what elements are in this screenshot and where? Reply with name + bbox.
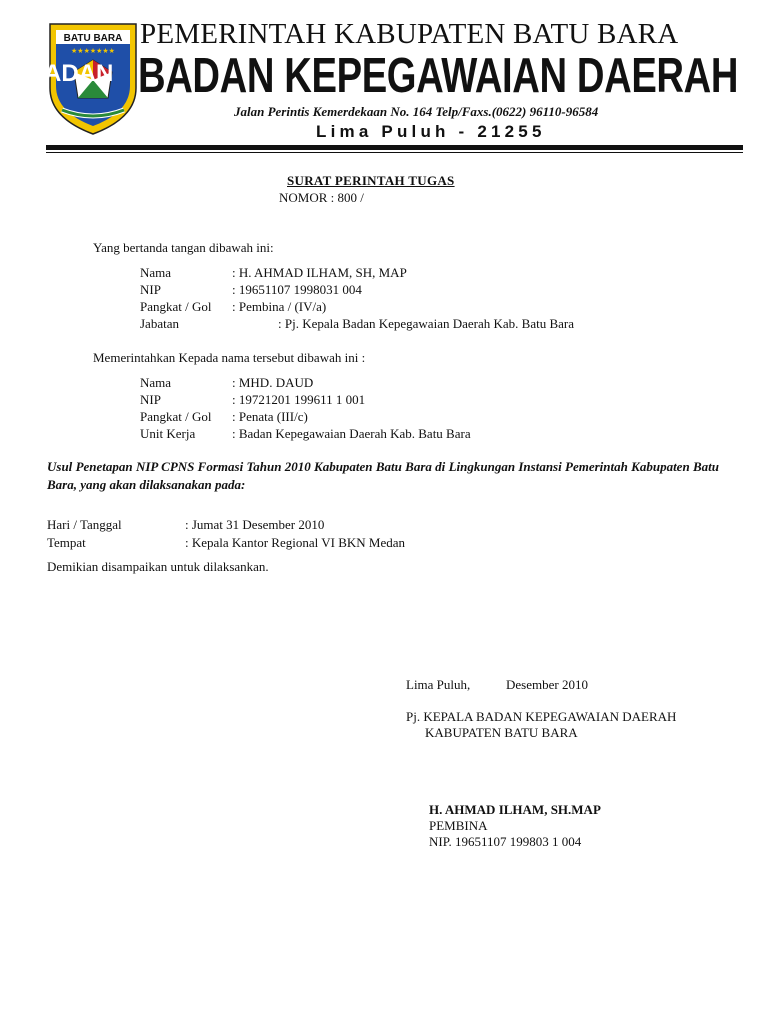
letterhead-rule-thick <box>46 145 743 150</box>
letterhead-rule-thin <box>46 152 743 153</box>
agency-title: BADAN KEPEGAWAIAN DAERAH <box>138 49 739 103</box>
svg-text:BATU BARA: BATU BARA <box>63 33 123 44</box>
agency-city: Lima Puluh - 21255 <box>316 122 546 141</box>
field-label: Hari / Tanggal <box>47 517 122 532</box>
field-label: Tempat <box>47 535 86 550</box>
signature-date: Desember 2010 <box>506 677 588 692</box>
signature-place: Lima Puluh, <box>406 677 471 692</box>
field-label: Pangkat / Gol <box>140 409 212 424</box>
field-label: Unit Kerja <box>140 426 196 441</box>
government-title: PEMERINTAH KABUPATEN BATU BARA <box>140 18 679 50</box>
field-label: NIP <box>140 392 161 407</box>
closing-statement: Demikian disampaikan untuk dilaksankan. <box>47 559 269 574</box>
field-label: Nama <box>140 375 172 390</box>
document-number: NOMOR : 800 / <box>279 190 364 205</box>
signature-name: H. AHMAD ILHAM, SH.MAP <box>429 802 601 817</box>
signatory-intro: Yang bertanda tangan dibawah ini: <box>93 240 274 255</box>
field-label: NIP <box>140 282 161 297</box>
field-label: Nama <box>140 265 172 280</box>
signature-rank: PEMBINA <box>429 818 488 833</box>
field-label: Pangkat / Gol <box>140 299 212 314</box>
field-value: : Badan Kepegawaian Daerah Kab. Batu Bara <box>232 426 471 441</box>
document-title: SURAT PERINTAH TUGAS <box>287 173 455 188</box>
field-label: Jabatan <box>140 316 179 331</box>
signature-nip: NIP. 19651107 199803 1 004 <box>429 834 582 849</box>
signature-position: Pj. KEPALA BADAN KEPEGAWAIAN DAERAH <box>406 709 677 724</box>
field-value: : 19651107 1998031 004 <box>232 282 362 297</box>
field-value: : Pj. Kepala Badan Kepegawaian Daerah Kab. Batu Bara <box>278 316 574 331</box>
field-value: : Pembina / (IV/a) <box>232 299 327 314</box>
svg-text:★★★★★★★: ★★★★★★★ <box>71 47 115 55</box>
field-value: : Penata (III/c) <box>232 409 308 424</box>
signature-position-region: KABUPATEN BATU BARA <box>425 725 578 740</box>
field-value: : MHD. DAUD <box>232 375 314 390</box>
assignment-purpose: Usul Penetapan NIP CPNS Formasi Tahun 2010 Kabupaten Batu Bara di Lingkungan Instansi Pemerintah Kabupaten Batu Bara, yang akan dilaksanakan pada: <box>47 459 719 492</box>
field-value: : 19721201 199611 1 001 <box>232 392 366 407</box>
order-intro: Memerintahkan Kepada nama tersebut dibawah ini : <box>93 350 366 365</box>
logo-overlay-text: ADAN <box>44 60 114 87</box>
field-value: : Jumat 31 Desember 2010 <box>185 517 325 532</box>
field-value: : Kepala Kantor Regional VI BKN Medan <box>185 535 405 550</box>
field-value: : H. AHMAD ILHAM, SH, MAP <box>232 265 407 280</box>
agency-address: Jalan Perintis Kemerdekaan No. 164 Telp/Faxs.(0622) 96110-96584 <box>234 104 599 119</box>
